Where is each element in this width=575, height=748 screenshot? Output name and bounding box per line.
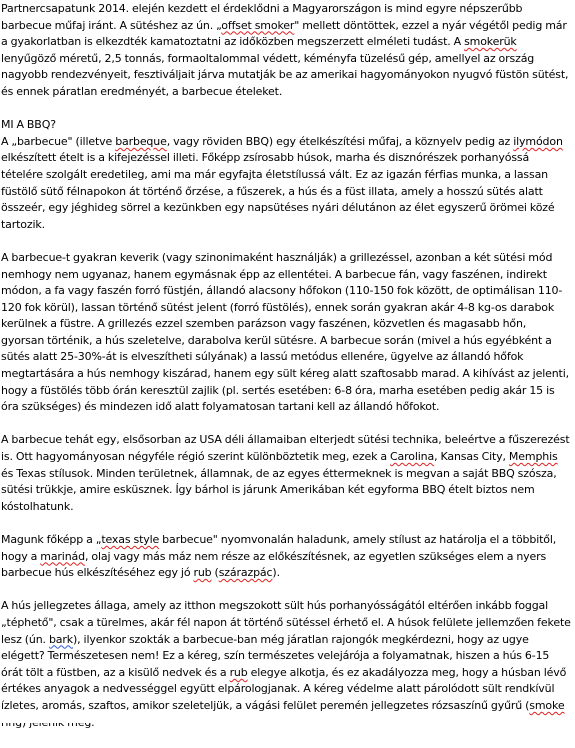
spellcheck-underlined-word: rub [229, 665, 248, 679]
text-run: , Kansas City, [434, 450, 509, 464]
text-run: Magunk főképp a „ [1, 533, 102, 546]
section-heading: MI A BBQ? [1, 118, 56, 132]
text-run: A „barbecue" (illetve [1, 134, 116, 148]
text-run: barbecue" nyomvonalán haladunk, amely stílust az határolja el a többitől, hogy a [1, 533, 557, 563]
text-run: A barbecue tehát egy, elsősorban az USA déli államaiban elterjedt sütési technika, beleértve a fűszerezést is. Ott hagyományosan négyféle régió szerint különböztetik meg, ezek a [1, 433, 570, 464]
text-run: lenyűgöző méretű, 2,5 tonnás, formaoltalommal védett, kéményfa tüzelésű gép, amellyel az ország nagyobb rendezvényeit, fesztiváljait járva mutatják be az amerikai hagyományokon nyugvó füstön sütést, és ennek páratlan eredményét, a barbecue ételeket. [1, 51, 569, 98]
spellcheck-underlined-word: bark [48, 632, 73, 646]
text-run: elegye alkotja, és ez akadályozza meg, hogy a húsban lévő értékes anyagok a nedvességgel együtt elpárologjanak. A kéreg védelme alatt párolódott sült rendkívül ízletes, aromás, szaftos, amikor szeleteljük, a vágási felület peremén jellegzetes rózsaszínű gyűrű ( [1, 665, 567, 712]
text-run: " mellett döntöttek, ezzel a nyár végétől pedig már a gyakorlatban is elkezdték kamatoztatni az időközben megszerzett elméleti tudást. A [1, 18, 567, 49]
text-run: A hús jellegzetes állaga, amely az itthon megszokott sült hús porhanyósságától eltérően inkább foggal „téphető", csak a türelmes, akár fél napon át történő sütéssel érhető el. A húsok felülete jellemzően fekete lesz (ún. [1, 599, 571, 646]
paragraph-bark [1, 598, 572, 731]
spellcheck-underlined-word: ilymódon [513, 134, 563, 148]
spellcheck-underlined-word: smokerük [464, 35, 517, 49]
text-run: , vagy röviden BBQ) egy ételkészítési műfaj, a köznyelv pedig az [166, 134, 514, 148]
paragraph-what-is-bbq [1, 134, 572, 234]
spellcheck-underlined-word: marinád [40, 549, 85, 563]
spellcheck-underlined-word: smoke [529, 698, 565, 712]
paragraph-intro [1, 1, 572, 101]
bottom-margin [0, 718, 575, 723]
text-run: ). [272, 566, 280, 580]
spellcheck-underlined-word: offset smoker [221, 18, 295, 32]
text-run: Partnercsapatunk 2014. elején kezdett el érdeklődni a Magyarországon is mind egyre népszerűbb barbecue műfaj iránt. A sütéshez az ún. „ [1, 2, 523, 32]
paragraph-usa-styles [1, 432, 572, 515]
spellcheck-underlined-word: rub [193, 566, 212, 580]
spellcheck-underlined-word: texas style [101, 533, 160, 546]
text-run: ), ilyenkor szokták a barbecue-ban még járatlan rajongók megkérdezni, hogy az ugye elégett? Természetesen nem! Ez a kéreg, szín természetes velejárója a folyamatnak, hiszen a hús 6-15 órát tölt a füstben, az a kisülő nedvek és a [1, 632, 550, 679]
document-body [1, 1, 572, 748]
text-run: és Texas stílusok. Minden területnek, államnak, de az egyes éttermeknek is megvan a saját BBQ szósza, sütési trükkje, amire esküsznek. Így bárhol is járunk Amerikában két egyforma BBQ ételt biztos nem kóstolhatunk. [1, 466, 557, 513]
paragraph-texas-style [1, 532, 572, 582]
spellcheck-underlined-word: szárazpác [218, 566, 273, 580]
paragraph-bbq-vs-grill: A barbecue-t gyakran keverik (vagy szinonimaként használják) a grillezéssel, azonban a két sütési mód nemhogy nem ugyanaz, hanem egymásnak épp az ellentétei. A barbecue fán, vagy faszénen, indirekt módon, a fa vagy faszén forró füstjén, állandó alacsony hőfokon (110-150 fok között, de optimálisan 110-120 fok körül), lassan történő sütést jelent (forró füstölés), ennek során gyakran akár 4-8 kg-os darabok kerülnek a füstre. A grillezés ezzel szemben parázson vagy faszénen, közvetlen és magasabb hőn, gyorsan történik, a hús szeletelve, darabolva kerül sütésre. A barbecue során (mivel a hús egyébként a sütés alatt 25-30%-át is elveszítheti súlyának) a lassú metódus ellenére, ügyelve az állandó hőfok megtartására a hús nemhogy kiszárad, hanem egy sült kéreg alatt szaftosabb marad. A kihívást az jelenti, hogy a füstölés több órán keresztül zajlik (pl. sertés esetében: 6-8 óra, marha esetében pedig akár 15 is óra szükséges) és mindezen idő alatt folyamatosan tartani kell az állandó hőfokot. [1, 250, 569, 414]
spellcheck-underlined-word: barbeque [115, 134, 167, 148]
text-run: , olaj vagy más máz nem része az előkészítésnek, az egyetlen szükséges elem a nyers barbecue hús elkészítéséhez egy jó [1, 549, 547, 580]
spellcheck-underlined-word: Memphis [508, 450, 558, 464]
text-run: elkészített ételt is a kifejezéssel illeti. Főképp zsírosabb húsok, marha és disznórészek porhanyóssá tételére szolgált eredetileg, ami ma már egyfajta életstílussá vált. Ez az igazán férfias munka, a lassan füstölő sütő félnapokon át történő őrzése, a fűszerek, a hús és a füst illata, amely a hosszú sütés alatt összeér, egy jéghideg sörrel a kezünkben egy napsütéses nyári délutánon az élet egyszerű örömei közé tartozik. [1, 151, 555, 231]
text-run: ( [211, 566, 219, 580]
spellcheck-underlined-word: Carolina [390, 450, 435, 464]
